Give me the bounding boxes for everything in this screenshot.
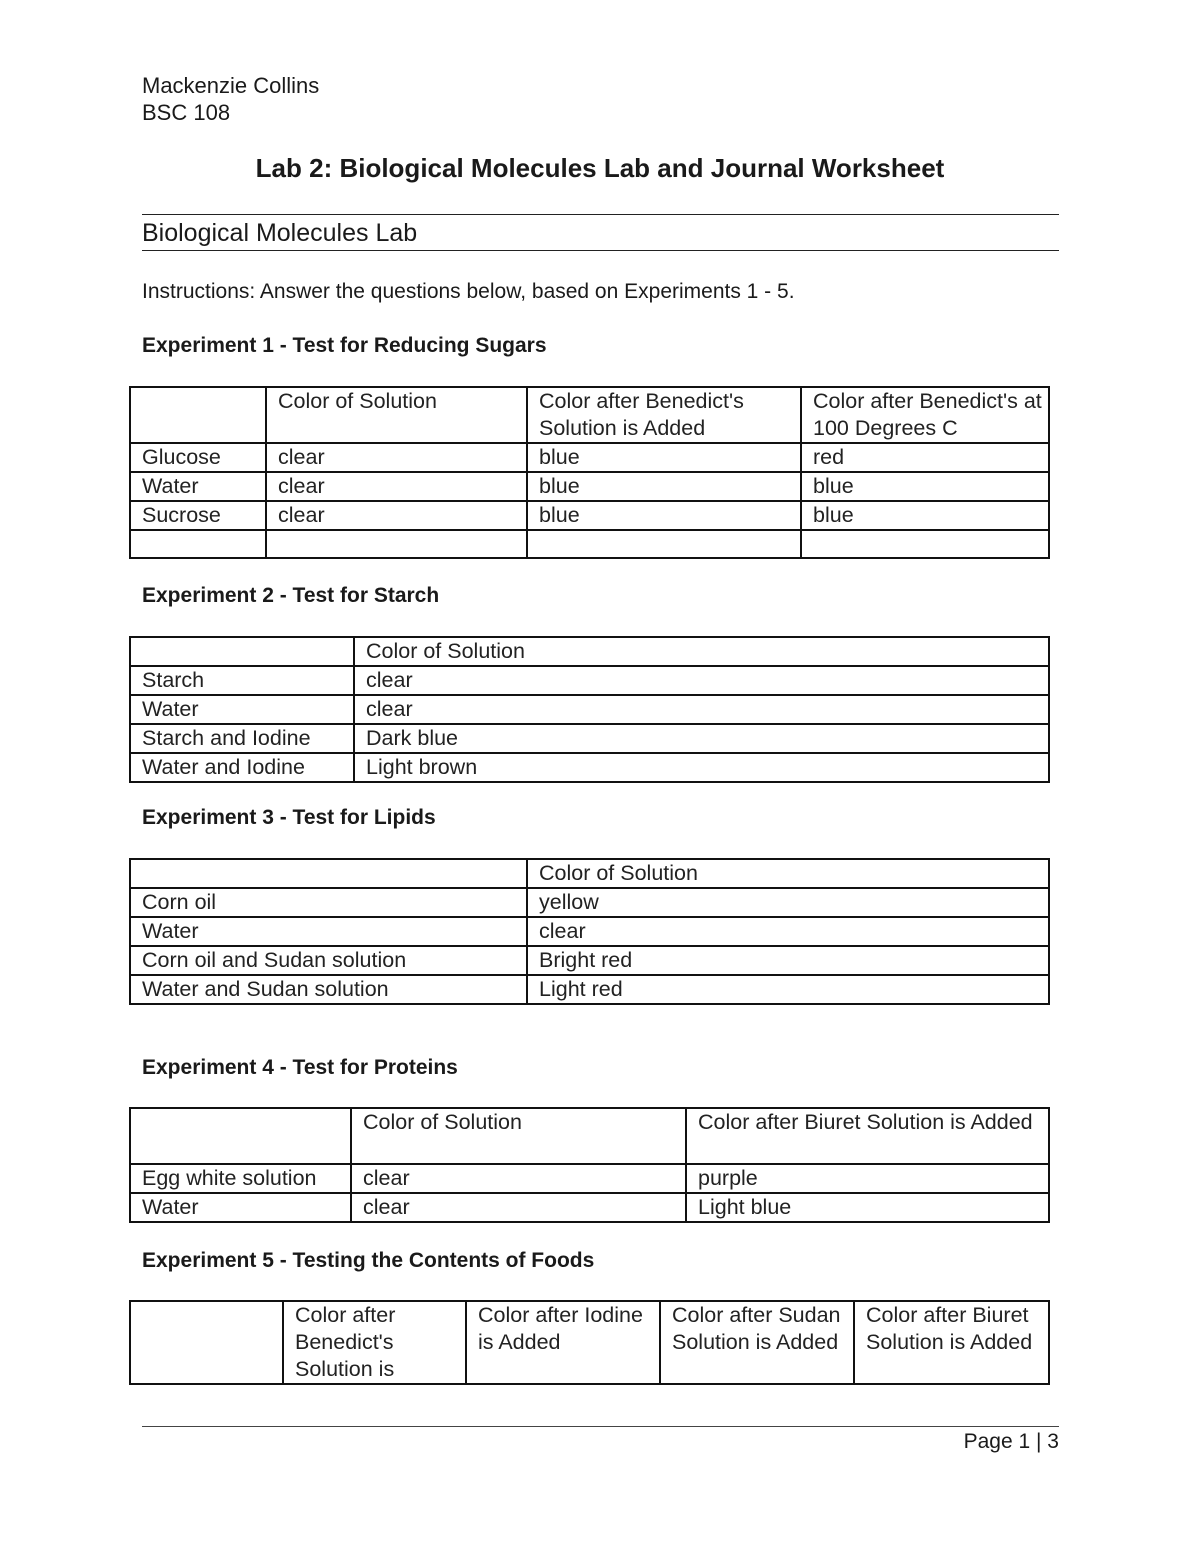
- table-row: [130, 975, 1049, 1004]
- table-cell: Water: [130, 695, 354, 724]
- header-cell: Color of Solution: [354, 637, 1049, 666]
- author-block: [142, 72, 319, 126]
- course-code: BSC 108: [142, 100, 231, 125]
- experiment-3-heading: Experiment 3 - Test for Lipids: [142, 806, 436, 829]
- table-cell: Light brown: [354, 753, 1049, 782]
- table-cell: clear: [354, 695, 1049, 724]
- table-cell: Starch: [130, 666, 354, 695]
- experiment-3-table: [129, 858, 1050, 1005]
- table-cell: clear: [351, 1193, 686, 1222]
- experiment-1-table: [129, 386, 1050, 559]
- header-cell: Color after Biuret Solution is Added: [854, 1301, 1049, 1384]
- header-cell: Color after Iodine is Added: [466, 1301, 660, 1384]
- table-cell: Egg white solution: [130, 1164, 351, 1193]
- table-header-row: [130, 1301, 1049, 1384]
- table-cell: Dark blue: [354, 724, 1049, 753]
- table-cell: blue: [527, 472, 801, 501]
- experiment-4-heading: Experiment 4 - Test for Proteins: [142, 1056, 458, 1079]
- table-cell: Light red: [527, 975, 1049, 1004]
- table-row: [130, 917, 1049, 946]
- header-cell: [130, 1108, 351, 1164]
- table-cell: Water and Sudan solution: [130, 975, 527, 1004]
- table-cell: clear: [266, 443, 527, 472]
- header-cell: [130, 637, 354, 666]
- header-cell: Color after Benedict's at 100 Degrees C: [801, 387, 1049, 443]
- table-cell: clear: [527, 917, 1049, 946]
- table-cell: purple: [686, 1164, 1049, 1193]
- header-cell: Color after Biuret Solution is Added: [686, 1108, 1049, 1164]
- table-row: [130, 753, 1049, 782]
- table-row: [130, 1164, 1049, 1193]
- table-row: [130, 724, 1049, 753]
- table-cell: blue: [527, 501, 801, 530]
- table-cell: Water: [130, 1193, 351, 1222]
- page-number: Page 1 | 3: [963, 1430, 1059, 1453]
- experiment-5-table: [129, 1300, 1050, 1385]
- experiment-1-heading: Experiment 1 - Test for Reducing Sugars: [142, 334, 547, 357]
- table-cell: blue: [801, 472, 1049, 501]
- author-name: Mackenzie Collins: [142, 73, 320, 98]
- experiment-5-heading: Experiment 5 - Testing the Contents of Foods: [142, 1249, 595, 1272]
- table-cell: Corn oil and Sudan solution: [130, 946, 527, 975]
- header-cell: Color of Solution: [266, 387, 527, 443]
- table-header-row: [130, 1108, 1049, 1164]
- section-heading: Biological Molecules Lab: [142, 219, 418, 247]
- header-cell: [130, 387, 266, 443]
- section-rule-top: [142, 214, 1059, 215]
- table-row: [130, 501, 1049, 530]
- experiment-2-table: [129, 636, 1050, 783]
- table-cell: red: [801, 443, 1049, 472]
- table-cell: [801, 530, 1049, 558]
- table-cell: [130, 530, 266, 558]
- experiment-2-heading: Experiment 2 - Test for Starch: [142, 584, 440, 607]
- table-cell: clear: [351, 1164, 686, 1193]
- table-cell: Water: [130, 472, 266, 501]
- table-header-row: [130, 387, 1049, 443]
- table-cell: clear: [266, 501, 527, 530]
- table-cell: Bright red: [527, 946, 1049, 975]
- table-cell: Sucrose: [130, 501, 266, 530]
- header-cell: Color after Sudan Solution is Added: [660, 1301, 854, 1384]
- table-cell: blue: [801, 501, 1049, 530]
- header-cell: Color of Solution: [527, 859, 1049, 888]
- experiment-4-table: [129, 1107, 1050, 1223]
- table-cell: Light blue: [686, 1193, 1049, 1222]
- footer-rule: [142, 1426, 1059, 1427]
- table-cell: [527, 530, 801, 558]
- table-cell: Water: [130, 917, 527, 946]
- table-header-row: [130, 637, 1049, 666]
- table-row-empty: [130, 530, 1049, 558]
- table-cell: blue: [527, 443, 801, 472]
- table-cell: clear: [354, 666, 1049, 695]
- instructions-text: Instructions: Answer the questions below, based on Experiments 1 - 5.: [142, 280, 795, 303]
- table-row: [130, 1193, 1049, 1222]
- header-cell: Color after Benedict's Solution is: [283, 1301, 466, 1384]
- table-cell: clear: [266, 472, 527, 501]
- table-cell: Water and Iodine: [130, 753, 354, 782]
- header-cell: [130, 1301, 283, 1384]
- table-row: [130, 946, 1049, 975]
- table-cell: Corn oil: [130, 888, 527, 917]
- table-row: [130, 443, 1049, 472]
- header-cell: [130, 859, 527, 888]
- table-cell: [266, 530, 527, 558]
- table-row: [130, 695, 1049, 724]
- table-cell: Starch and Iodine: [130, 724, 354, 753]
- document-title: Lab 2: Biological Molecules Lab and Journal Worksheet: [255, 153, 945, 183]
- table-row: [130, 666, 1049, 695]
- table-row: [130, 472, 1049, 501]
- table-cell: yellow: [527, 888, 1049, 917]
- table-cell: Glucose: [130, 443, 266, 472]
- header-cell: Color after Benedict's Solution is Added: [527, 387, 801, 443]
- table-header-row: [130, 859, 1049, 888]
- section-rule-bottom: [142, 250, 1059, 251]
- header-cell: Color of Solution: [351, 1108, 686, 1164]
- table-row: [130, 888, 1049, 917]
